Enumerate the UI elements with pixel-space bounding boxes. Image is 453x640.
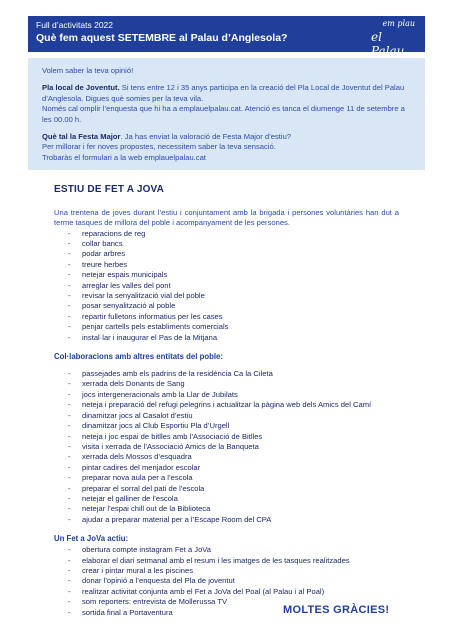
list-item: - collar bancs [54, 239, 399, 249]
list-item: - preparar el sorral del pati de l’escola [54, 484, 399, 494]
main-content [54, 184, 399, 618]
thanks-text: MOLTES GRÀCIES! [283, 604, 390, 616]
list-item: - neteja i preparació del refugi pelegrins i actualitzar la pàgina web dels Amics del Camí [54, 400, 399, 410]
list-item: - dinamitzar jocs al Club Esportiu Pla d’Urgell [54, 421, 399, 431]
active-heading: Un Fet a JoVa actiu: [54, 534, 129, 544]
list-item: - donar l’opinió a l’enquesta del Pla de joventut [54, 576, 399, 586]
info-youth-plan-text-2: Només cal omplir l’enquesta que hi ha a emplauelpalau.cat. Atenció es tanca el diumenge 11 de setembre a les 00.00 h. [42, 104, 405, 124]
list-item: - posar senyalització al poble [54, 301, 399, 311]
list-item: - repartir fulletons informatius per les cases [54, 312, 399, 322]
info-festa-major-text-2: Per millorar i fer noves propostes, necessitem saber la teva sensació. [42, 142, 276, 152]
list-item: - jocs intergeneracionals amb la Llar de Jubilats [54, 390, 399, 400]
header-subtitle: Full d’activitats 2022 [36, 20, 114, 30]
logo-line-2: el Palau [371, 30, 405, 58]
logo-line-1: em plau [382, 19, 415, 28]
info-festa-major-title: Què tal la Festa Major [42, 132, 121, 142]
list-item: - sortida final a Portaventura [54, 608, 399, 618]
list-item: - xerrada dels Mossos d’esquadra [54, 452, 399, 462]
tasks-list [54, 229, 399, 343]
list-item: - visita i xerrada de l’Associació Amics de la Banqueta [54, 442, 399, 452]
list-item: - netejar espais municipals [54, 270, 399, 280]
list-item: - treure herbes [54, 260, 399, 270]
list-item: - neteja i joc espai de bitlles amb l’Associació de Bitlles [54, 432, 399, 442]
list-item: - ajudar a preparar material per a l’Escape Room del CPA [54, 515, 399, 525]
section-intro: Una trentena de joves durant l’estiu i conjuntament amb la brigada i persones voluntàries han dut a terme tasques de millora del poble i acompanyament de les persones. [54, 208, 399, 228]
list-item: - revisar la senyalització vial del poble [54, 291, 399, 301]
list-item: - penjar cartells pels establiments comercials [54, 322, 399, 332]
section-heading: ESTIU DE FET A JOVA [54, 184, 165, 195]
list-item: - preparar nova aula per a l’escola [54, 473, 399, 483]
list-item: - reparacions de reg [54, 229, 399, 239]
list-item: - pintar cadires del menjador escolar [54, 463, 399, 473]
list-item: - instal·lar i inaugurar el Pas de la Mitjana [54, 333, 399, 343]
list-item: - crear i pintar mural a les piscines [54, 566, 399, 576]
list-item: - dinamitzar jocs al Casalot d’estiu [54, 411, 399, 421]
info-intro: Volem saber la teva opinió! [42, 66, 134, 75]
info-youth-plan-title: Pla local de Joventut. [42, 83, 120, 93]
list-item: - som reporters: entrevista de Mollerussa TV [54, 597, 399, 607]
list-item: - elaborar el diari setmanal amb el resum i les imatges de les tasques realitzades [54, 556, 399, 566]
list-item: - netejar l’espai chill out de la Biblioteca [54, 504, 399, 514]
info-youth-plan-text: Si tens entre 12 i 35 anys participa en la creació del Pla Local de Joventut del Palau d’Anglesola. Digues què somies per la teva vila. [42, 83, 405, 103]
info-festa-major-text-3: Trobaràs el formulari a la web emplauelpalau.cat [42, 152, 206, 162]
collaborations-heading: Col·laboracions amb altres entitats del poble: [54, 352, 223, 362]
info-festa-major-text: . Ja has enviat la valoració de Festa Major d’estiu? [120, 132, 292, 142]
em-plau-el-palau-logo [371, 19, 417, 58]
collaborations-list [54, 369, 399, 525]
info-box [28, 58, 425, 170]
list-item: - obertura compte instagram Fet a JoVa [54, 545, 399, 555]
list-item: - xerrada dels Donants de Sang [54, 379, 399, 389]
list-item: - netejar el galliner de l’escola [54, 494, 399, 504]
page-header [28, 16, 425, 58]
list-item: - arreglar les valles del pont [54, 281, 399, 291]
list-item: - passejades amb els padrins de la residència Ca la Cileta [54, 369, 399, 379]
list-item: - podar arbres [54, 249, 399, 259]
header-title: Què fem aquest SETEMBRE al Palau d’Anglesola? [36, 32, 288, 44]
info-festa-major [42, 132, 411, 163]
info-youth-plan [42, 83, 411, 125]
list-item: - realitzar activitat conjunta amb el Fet a JoVa del Poal (al Palau i al Poal) [54, 587, 399, 597]
